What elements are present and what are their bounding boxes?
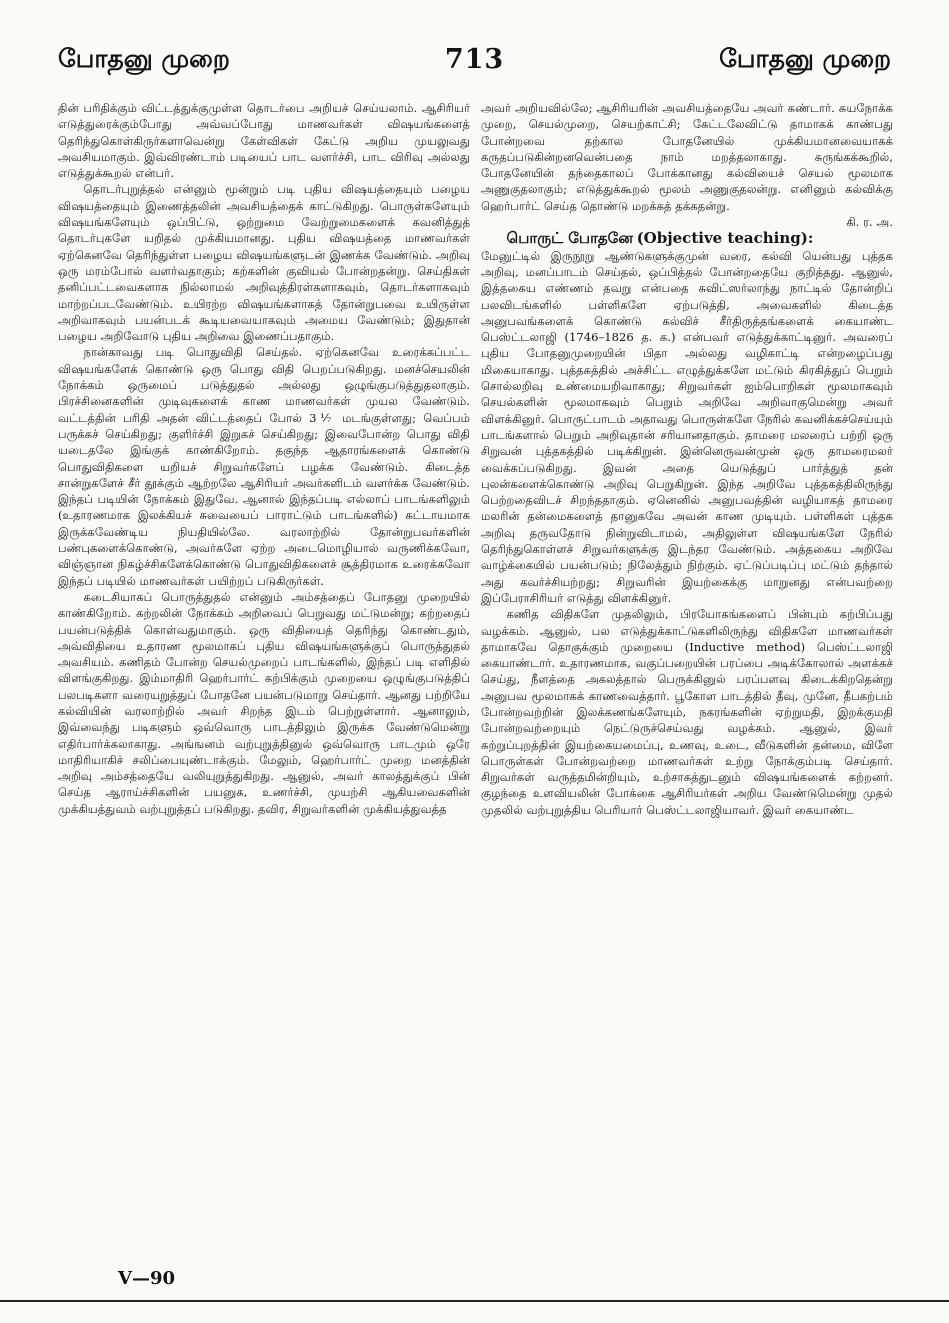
left-column (58, 100, 470, 817)
paragraph: கணித விதிகளே முதலிலும், பிரயோகங்களைப் பின்பும் கற்பிப்பது வழக்கம். ஆனுல், பல எடுத்துக்காட்டுகளிலிருந்து விதிகளே மாணவர்கள் தாமாகவே தொகுக்கும் முறையை (Inductive method) பெஸ்ட்டலாஜி கையாண்டார். உதாரணமாக, வகுப்பறையின் பரப்பை அடிக்கோலால் அளக்கச் செய்து, நீளத்தை அகலத்தால் பெருக்கினுல் பரப்பளவு கிடைக்கிறதென்று அனுபவ மூலமாகக் காணவைத்தார். பூகோள பாடத்தில் தீவு, முனே, தீபகற்பம் போன்றவற்றின் இலக்கணங்களேயும், நகரங்களின் ஏற்றுமதி, இறக்குமதி போன்றவற்றையும் நெட்டுருச்செய்வது வழக்கம். ஆனுல், இவர் சுற்றுப்புறத்தின் இயற்கையமைப்பு, உணவு, உடை, வீடுகளின் தன்மை, விளே பொருள்கள் போன்றவற்றை மாணவர்கள் உற்று நோக்கும்படி செய்தார். சிறுவர்கள் வருத்தமின்றியும், உற்சாகத்துடனும் விஷயங்களைக் கற்றனர். குழந்தை உளவியலின் போக்கை ஆசிரியர்கள் அறிய வேண்டுமென்று முதல் முதலில் வற்புறுத்திய பெரியார் பெஸ்ட்டலாஜியாவர். இவர் கையாண்ட (481, 607, 893, 817)
paragraph: நான்காவது படி பொதுவிதி செய்தல். ஏற்கெனவே உரைக்கப்பட்ட விஷயங்களேக் கொண்டு ஒரு பொது விதி பெறப்படுகிறது. மனச்செயலின் நோக்கம் ஒருமைப் படுத்துதல் அல்லது ஒழுங்குபடுத்துதலாகும். பிரச்சினைகளின் முடிவுகளைக் காண மாணவர்கள் முயல வேண்டும். வட்டத்தின் பரிதி அதன் விட்டத்தைப் போல் 3⅐ மடங்குள்ளது; வெப்பம் பருக்கச் செய்கிறது; குளிர்ச்சி இறுகச் செய்கிறது; இவைபோன்ற பொது விதி யடைதலே இங்குக் காண்கிறோம். தகுந்த ஆதாரங்களைக் கொண்டு பொதுவிதிகளை யறியச் சிறுவர்களேப் பழக்க வேண்டும். கிடைத்த சான்றுகளேச் சீர் தூக்கும் ஆற்றலே ஆசிரியர் அவர்களிடம் வளர்க்க வேண்டும். இந்தப் படியின் நோக்கம் இதுவே. ஆனால் இந்தப்படி எல்லாப் பாடங்களிலும் (உதாரணமாக இலக்கியச் சுவையைப் பாராட்டும் பாடங்களில்) கட்டாயமாக இருக்கவேண்டிய நியதியில்லே. வரலாற்றில் தோன்றுபவர்களின் பண்புகளைக்கொண்டு, அவர்களே ஏற்ற அடைமொழியால் வருணிக்கவோ, விஞ்ஞான நிகழ்ச்சிகளேக்கொண்டு பொதுவிதிகளைச் சூத்திரமாக உரைக்கவோ இந்தப் படியில் மாணவர்கள் பயிற்றப் படுகிருர்கள். (58, 345, 470, 588)
paragraph: மேனுட்டில் இருநூறு ஆண்டுகளுக்குமுன் வரை, கல்வி யென்பது புத்தக அறிவு, மனப்பாடம் செய்தல், ஒப்பித்தல் போன்றதையே குறித்தது. ஆனுல், இத்தகைய எண்ணம் தவறு என்பதை சுவிட்ஸர்லாந்து நாட்டில் தோன்றிப் பலவிடங்களில் பள்ளிகளே ஏற்படுத்தி, அவைகளில் கிடைத்த அனுபவங்களைக் கொண்டு கல்விச் சீர்திருத்தங்களைக் கையாண்ட பெஸ்ட்டலாஜி (1746–1826 த. க.) என்பவர் எடுத்துக்காட்டினுர். அவரைப் புதிய போதனுமுறையின் பிதா அல்லது வழிகாட்டி என்றழைப்பது மிகையாகாது. புத்தகத்தில் அச்சிட்ட எழுத்துக்களே மட்டும் கிரகித்துப் பெறும் சொல்லறிவு உண்மையறிவாகாது; சிறுவர்கள் ஐம்பொறிகள் மூலமாகவும் செயல்களின் மூலமாகவும் பெறும் அறிவே அறிவாகுமென்று அவர் விளக்கினுர். பொருட்பாடம் அதாவது பொருள்களே நேரில் கவனிக்கச்செய்யும் பாடங்களால் பெறும் அறிவுதான் சரியானதாகும். தாமரை மலரைப் பற்றி ஒரு சிறுவன் புத்தகத்தில் படிக்கிறுன். இன்னெருவன்முன் ஒரு தாமரைமலர் வைக்கப்படுகிறது. இவன் அதை யெடுத்துப் பார்த்துத் தன் புலன்களைக்கொண்டு அறிவு பெறுகிறுன். இந்த அறிவே புத்தகத்திலிருந்து பெற்றதைவிடச் சிறந்ததாகும். ஏனெனில் அனுபவத்தின் வழியாகத் தாமரை மலரின் தன்மைகளைத் தானுகவே அவன் காண முடியும். பள்ளிகள் புத்தக அறிவு தருவதோடு நின்றுவிடாமல், அதிலுள்ள விஷயங்களே நேரில் தெரிந்துகொள்ளச் சிறுவர்களுக்கு இடந்தர வேண்டும். அத்தகைய அறிவே வாழ்க்கையில் பயன்படும்; நிலேத்தும் நிற்கும். ஏட்டுப்படிப்பு மட்டும் தந்தால் அது கவர்ச்சியற்றது; சிறுவரின் இயற்கைக்கு மாறுனது என்பவற்றை இப்பேராசிரியர் எடுத்து விளக்கினுர். (481, 248, 893, 605)
page-header (58, 44, 891, 84)
paragraph: தொடர்புறுத்தல் என்னும் மூன்றும் படி புதிய விஷயத்தையும் பழைய விஷயத்தையும் இணைத்தலின் அவசியத்தைக் காட்டுகிறது. பொருள்களேயும் விஷயங்களேயும் ஒப்பிட்டு, ஒற்றுமை வேற்றுமைகளைக் கவனித்துத் தொடர்புகளே யறிதல் முக்கியமானது. புதிய விஷயத்தை மாணவர்கள் ஏற்கெனவே தெரிந்துள்ள பழைய விஷயங்களுடன் இணக்க வேண்டும். அறிவு ஒரு மரம்போல் வளர்வதாகும்; கற்களின் குவியல் போன்றதன்று. செய்திகள் தனிப்பட்டவைகளாக நில்லாமல் அறிவுத்திரள்களாகவும், தொடர்களாகவும் மாற்றப்படவேண்டும். உயிரற்ற விஷயங்களாகத் தோன்றுபவை உயிருள்ள அறிவாகவும் பயன்படக் கூடியவையாகவும் அமைய வேண்டும்; இதுதான் பழைய அறிவோடு புதிய அறிவை இணைப்பதாகும். (58, 182, 470, 344)
heading-english: (Objective teaching): (636, 229, 814, 248)
right-column (481, 100, 893, 818)
heading-tamil: பொருட் போதனே (506, 229, 633, 248)
bottom-rule (0, 1300, 949, 1302)
paragraph: கடைசியாகப் பொருத்துதல் என்னும் அம்சத்தைப் போதனு முறையில் காண்கிறோம். கற்றலின் நோக்கம் அறிவைப் பெறுவது மட்டுமன்று; கற்றதைப் பயன்படுத்திக் கொள்வதுமாகும். ஒரு விதியைத் தெரிந்து கொண்டதும், அவ்விதியை உதாரண மூலமாகப் புதிய விஷயங்களுக்குப் பொருத்துதல் அவசியம். கணிதம் போன்ற செயல்முறைப் பாடங்களில், இந்தப் படி எளிதில் விளங்குகிறது. இம்மாதிரி ஹெர்பார்ட் கற்பிக்கும் முறையை ஒழுங்குபடுத்திப் பலபடிகளா வரையறுத்துப் போதனே பயன்படுமாறு செய்தார். ஆனது பற்றியே கல்வியின் வரலாற்றில் அவர் சிறந்த இடம் பெற்றுள்ளார். ஆனாலும், இவ்வைந்து படிகளும் ஒவ்வொரு பாடத்திலும் இருக்க வேண்டுமென்று எதிர்பார்க்கலாகாது. அங்ஙனம் வற்புறுத்தினுல் ஒவ்வொரு பாடமும் ஒரே மாதிரியாகிச் சலிப்பையுண்டாக்கும். மேலும், ஹெர்பார்ட் முறை மனத்தின் அறிவு அம்சத்தையே வலியுறுத்துகிறது. ஆனுல், அவர் காலத்துக்குப் பின் செய்த ஆராய்ச்சிகளின் பயனுக, உணர்ச்சி, முயற்சி ஆகியவைகளின் முக்கியத்துவம் வற்புறுத்தப் படுகிறது. தவிர, சிறுவர்களின் முக்கியத்துவத்த (58, 589, 470, 816)
paragraph: தின் பரிதிக்கும் விட்டத்துக்குமுள்ள தொடர்பை அறியச் செய்யலாம். ஆசிரியர் எடுத்துரைக்கும்போது அவ்வப்போது மாணவர்கள் விஷயங்களைத் தெரிந்துகொள்கிருர்களாவென்று கேள்விகள் கேட்டு அறிய முயலுவது அவசியமாகும். இவ்விரண்டாம் படியைப் பாட வளர்ச்சி, பாட விரிவு அல்லது எடுத்துக்கூறல் என்பர். (58, 101, 470, 181)
running-title-left: போதனு முறை (58, 44, 230, 73)
paragraph: அவர் அறியவில்லே; ஆசிரியரின் அவசியத்தையே அவர் கண்டார். சுயநோக்க முறை, செயல்முறை, செயற்காட்சி; கேட்டலேவிட்டு தாமாகக் காண்பது போன்றவை தற்கால போதனேயில் முக்கியமானவையாகக் கருதப்படுகின்றனவென்பதை நாம் மறத்தலாகாது. சுருங்கக்கூறில், போதனேயின் தந்தைகாலப் போக்கானது கல்வியைச் செயல் மூலமாக அணுகுதலாகும்; எடுத்துக்கூறல் மூலம் அணுகுதலன்று. எனினும் கல்விக்கு ஹெர்பார்ட் செய்த தொண்டு மறக்கத் தக்கதன்று. (481, 101, 893, 213)
author-initials: கி. ர. அ. (846, 215, 893, 230)
page-number: 713 (444, 44, 505, 75)
article-heading (481, 230, 893, 247)
volume-mark: V—90 (118, 1268, 176, 1289)
running-title-right: போதனு முறை (719, 44, 891, 73)
